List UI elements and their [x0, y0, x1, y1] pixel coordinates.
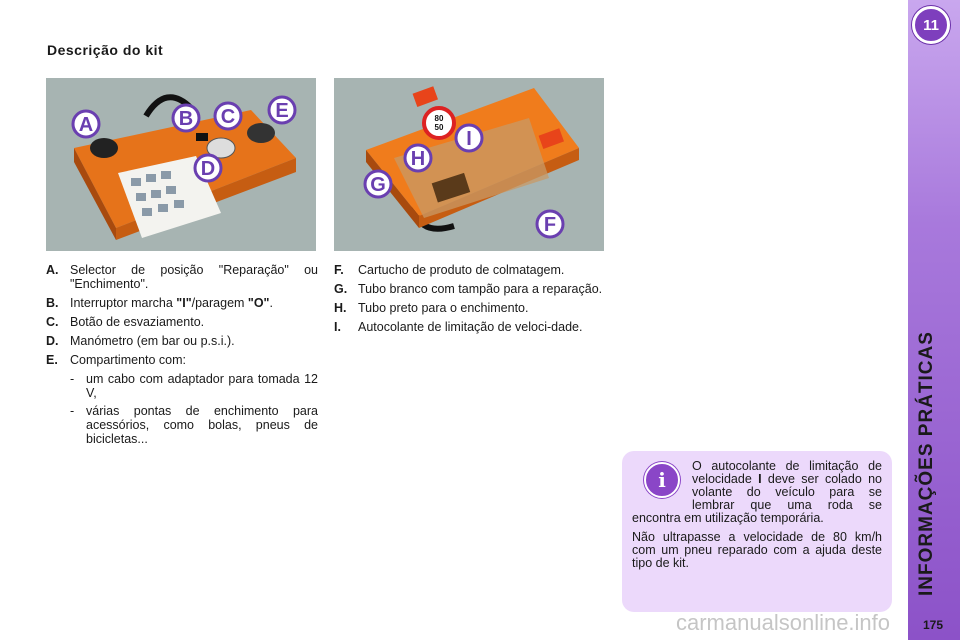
label-i: I [466, 128, 472, 150]
chapter-title: INFORMAÇÕES PRÁTICAS [916, 331, 937, 596]
components-list-left [46, 263, 318, 450]
info-icon: i [644, 462, 680, 498]
label-d: D [200, 158, 216, 180]
info-paragraph-1: O autocolante de limitação de velocidade I deve ser colado no volante do veículo para se lembrar que uma roda se encontra em utilização temporária. [632, 459, 882, 525]
list-item: F. Cartucho de produto de colmatagem. [334, 263, 565, 277]
components-list-right [334, 263, 604, 339]
section-heading: Descrição do kit [47, 42, 164, 58]
info-paragraph-2: Não ultrapasse a velocidade de 80 km/h com um pneu reparado com a ajuda deste tipo de kit. [632, 530, 882, 570]
label-h: H [410, 148, 426, 170]
speed-sign-bottom: 50 [434, 123, 444, 132]
list-item: A. Selector de posição "Reparação" ou "Enchimento". [46, 263, 318, 291]
watermark: carmanualsonline.info [676, 610, 891, 635]
page-number: 175 [922, 618, 944, 632]
sub-list-item: - um cabo com adaptador para tomada 12 V, [70, 372, 318, 400]
kit-compressor-photo [46, 78, 316, 251]
list-item: C. Botão de esvaziamento. [46, 315, 205, 329]
list-item: G. Tubo branco com tampão para a reparação. [334, 282, 603, 296]
label-c: C [220, 106, 236, 128]
list-item: I. Autocolante de limitação de veloci-dade. [334, 320, 583, 334]
label-f: F [543, 214, 557, 236]
list-item: E. Compartimento com: [46, 353, 187, 367]
list-item: H. Tubo preto para o enchimento. [334, 301, 529, 315]
chapter-number-badge: 11 [912, 6, 950, 44]
sub-list-item: - várias pontas de enchimento para acessórios, como bolas, pneus de bicicletas... [70, 404, 318, 446]
label-a: A [78, 114, 94, 136]
list-item: B. Interruptor marcha "I"/paragem "O". [46, 296, 273, 310]
info-note [622, 451, 892, 612]
label-e: E [275, 100, 289, 122]
label-g: G [370, 174, 386, 196]
speed-sign-top: 80 [434, 114, 444, 123]
label-b: B [178, 108, 194, 130]
list-item: D. Manómetro (em bar ou p.s.i.). [46, 334, 235, 348]
kit-cartridge-photo [334, 78, 604, 251]
